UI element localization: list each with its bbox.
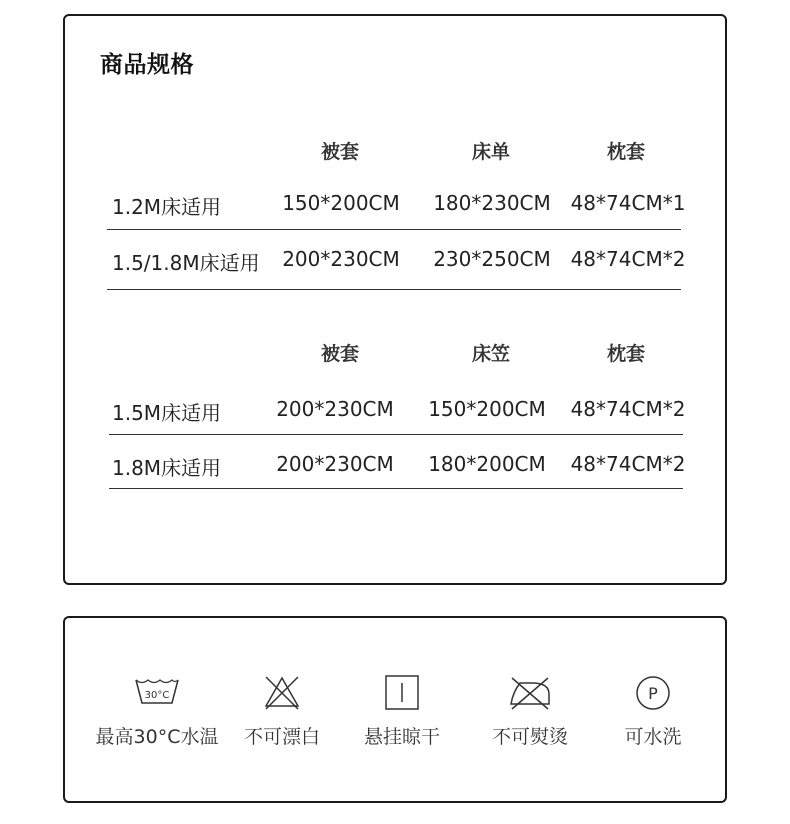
table1-row1-duvet: 150*200CM: [282, 191, 400, 215]
care-label-washable: 可水洗: [624, 726, 682, 748]
care-item-wash-30: [87, 674, 227, 749]
table2-row1-divider: [109, 434, 683, 435]
care-label-hang-dry: 悬挂晾干: [363, 726, 440, 748]
table1-header-duvet: 被套: [320, 141, 360, 163]
spec-panel: [63, 14, 727, 585]
table2-header-fitted-sheet: 床笠: [471, 343, 511, 365]
table2-header-pillowcase: 枕套: [606, 343, 646, 365]
table1-row1-label: 1.2M床适用: [112, 195, 222, 219]
table2-row1-label: 1.5M床适用: [112, 401, 222, 425]
table2-header-duvet: 被套: [320, 343, 360, 365]
care-label-wash: 最高30°C水温: [95, 726, 219, 748]
care-item-no-iron: [460, 674, 600, 749]
table2-row2-label: 1.8M床适用: [112, 456, 222, 480]
care-label-no-bleach: 不可漂白: [243, 726, 320, 748]
table1-row2-duvet: 200*230CM: [282, 247, 400, 271]
dry-clean-p-icon: [629, 674, 677, 712]
table2-row2-duvet: 200*230CM: [276, 452, 394, 476]
table1-row1-divider: [107, 229, 681, 230]
no-bleach-icon: [258, 674, 306, 712]
table2-row2-fitted-sheet: 180*200CM: [428, 452, 546, 476]
no-iron-icon: [506, 674, 554, 712]
table1-row2-pillowcase: 48*74CM*2: [570, 247, 686, 271]
table1-row2-label: 1.5/1.8M床适用: [112, 251, 260, 275]
table2-row1-fitted-sheet: 150*200CM: [428, 397, 546, 421]
table1-header-sheet: 床单: [471, 141, 511, 163]
table1-row2-sheet: 230*250CM: [433, 247, 551, 271]
table2-row2-divider: [109, 488, 683, 489]
wash-30-icon-text: 30°C: [144, 690, 170, 701]
table1-row1-pillowcase: 48*74CM*1: [570, 191, 686, 215]
table1-row1-sheet: 180*230CM: [433, 191, 551, 215]
care-panel: [63, 616, 727, 803]
care-label-no-iron: 不可熨烫: [491, 726, 568, 748]
table2-row1-duvet: 200*230CM: [276, 397, 394, 421]
care-item-hang-dry: [332, 674, 472, 749]
hang-dry-icon: [378, 674, 426, 712]
dry-clean-p-icon-text: P: [648, 684, 658, 703]
table2-row2-pillowcase: 48*74CM*2: [570, 452, 686, 476]
care-item-dry-clean: [583, 674, 723, 749]
spec-title: 商品规格: [100, 52, 194, 78]
table1-row2-divider: [107, 289, 681, 290]
care-item-no-bleach: [212, 674, 352, 749]
table1-header-pillowcase: 枕套: [606, 141, 646, 163]
table2-row1-pillowcase: 48*74CM*2: [570, 397, 686, 421]
wash-30-icon: [133, 674, 181, 712]
